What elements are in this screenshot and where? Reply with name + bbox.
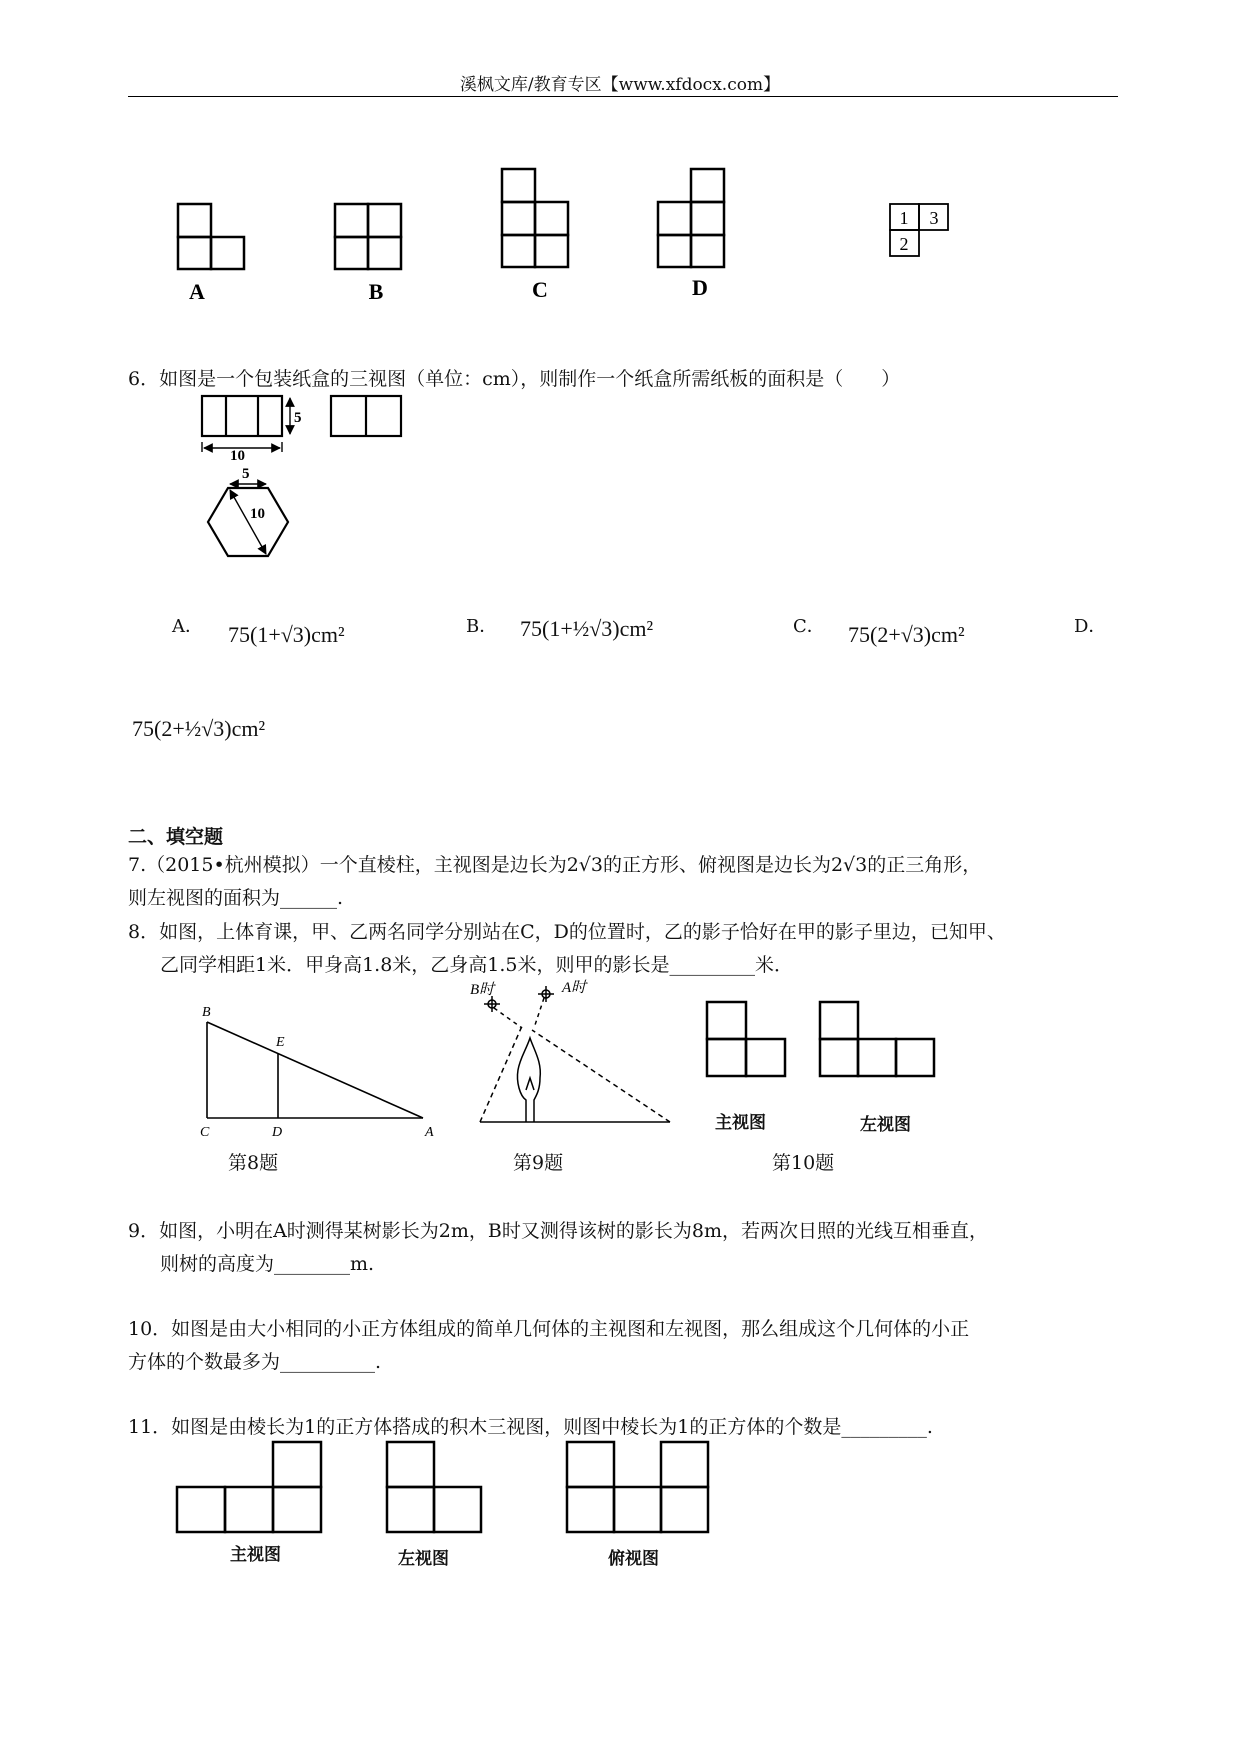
fig10-views <box>690 990 960 1090</box>
q6-three-views <box>190 388 430 578</box>
q5-grid-num-3: 3 <box>929 208 939 228</box>
q9-line2: 则树的高度为________m. <box>160 1253 375 1275</box>
q6-option-b-label: B． <box>466 616 498 637</box>
fig8-shadow-triangle <box>190 1000 450 1140</box>
fig8-point-c: C <box>200 1125 210 1140</box>
q7-line1: 7.（2015•杭州模拟）一个直棱柱，主视图是边长为2√3的正方形、俯视图是边长为2√3的正三角形， <box>128 854 982 876</box>
q6-option-b-expr: 75(1+½√3)cm² <box>520 616 654 641</box>
q9-line1: 9．如图，小明在A时测得某树影长为2m，B时又测得该树的影长为8m，若两次日照的光线互相垂直， <box>128 1220 988 1242</box>
fig10-left-label: 左视图 <box>860 1115 911 1135</box>
q6-option-d-expr: 75(2+½√3)cm² <box>132 716 266 741</box>
q6-dim-height: 5 <box>294 410 302 426</box>
q11-stem: 11．如图是由棱长为1的正方体搭成的积木三视图，则图中棱长为1的正方体的个数是_________. <box>128 1416 933 1438</box>
fig8-caption: 第8题 <box>228 1152 279 1174</box>
q6-stem: 6．如图是一个包装纸盒的三视图（单位：cm），则制作一个纸盒所需纸板的面积是（ ） <box>128 368 901 390</box>
q8-line1: 8．如图，上体育课，甲、乙两名同学分别站在C，D的位置时，乙的影子恰好在甲的影子里边，已知甲、 <box>128 921 1006 943</box>
fig8-point-e: E <box>276 1035 285 1050</box>
q6-option-a-label: A． <box>172 616 203 637</box>
q11-three-views <box>160 1430 730 1540</box>
q11-left-label: 左视图 <box>398 1549 449 1569</box>
q6-dim-hex-side: 5 <box>242 466 250 482</box>
fig8-point-d: D <box>272 1125 283 1140</box>
fig9-tree-shadow <box>460 978 680 1138</box>
fig8-point-b: B <box>202 1005 211 1020</box>
q8-line2: 乙同学相距1米．甲身高1.8米，乙身高1.5米，则甲的影长是_________米． <box>160 954 794 976</box>
fig10-caption: 第10题 <box>772 1152 835 1174</box>
q5-grid-num-1: 1 <box>899 208 909 228</box>
fig10-front-label: 主视图 <box>715 1113 766 1133</box>
q6-option-c-expr: 75(2+√3)cm² <box>848 622 965 647</box>
q11-front-label: 主视图 <box>230 1545 281 1565</box>
q5-option-b: B <box>368 279 384 304</box>
q7-line2: 则左视图的面积为______. <box>128 887 344 909</box>
fig9-label-a: A时 <box>562 980 587 996</box>
fig9-label-b: B时 <box>470 982 495 998</box>
q5-grid-num-2: 2 <box>899 234 909 254</box>
q5-option-d: D <box>692 275 708 300</box>
q5-option-a: A <box>189 279 205 304</box>
q5-option-c: C <box>532 277 548 302</box>
q6-dim-hex-diag: 10 <box>250 506 265 522</box>
q6-dim-width: 10 <box>230 448 245 464</box>
section-title: 二、填空题 <box>128 826 224 848</box>
q6-option-c-label: C． <box>793 616 825 637</box>
q6-option-a-expr: 75(1+√3)cm² <box>228 622 345 647</box>
fig8-point-a: A <box>425 1125 434 1140</box>
q6-option-d-label: D． <box>1074 616 1107 637</box>
q10-line1: 10．如图是由大小相同的小正方体组成的简单几何体的主视图和左视图，那么组成这个几何体的小正 <box>128 1318 970 1340</box>
fig9-caption: 第9题 <box>513 1152 564 1174</box>
q11-top-label: 俯视图 <box>608 1549 659 1569</box>
q10-line2: 方体的个数最多为__________. <box>128 1351 382 1373</box>
page-header: 溪枫文库/教育专区【www.xfdocx.com】 <box>459 75 781 95</box>
q5-option-figures <box>0 0 1240 310</box>
